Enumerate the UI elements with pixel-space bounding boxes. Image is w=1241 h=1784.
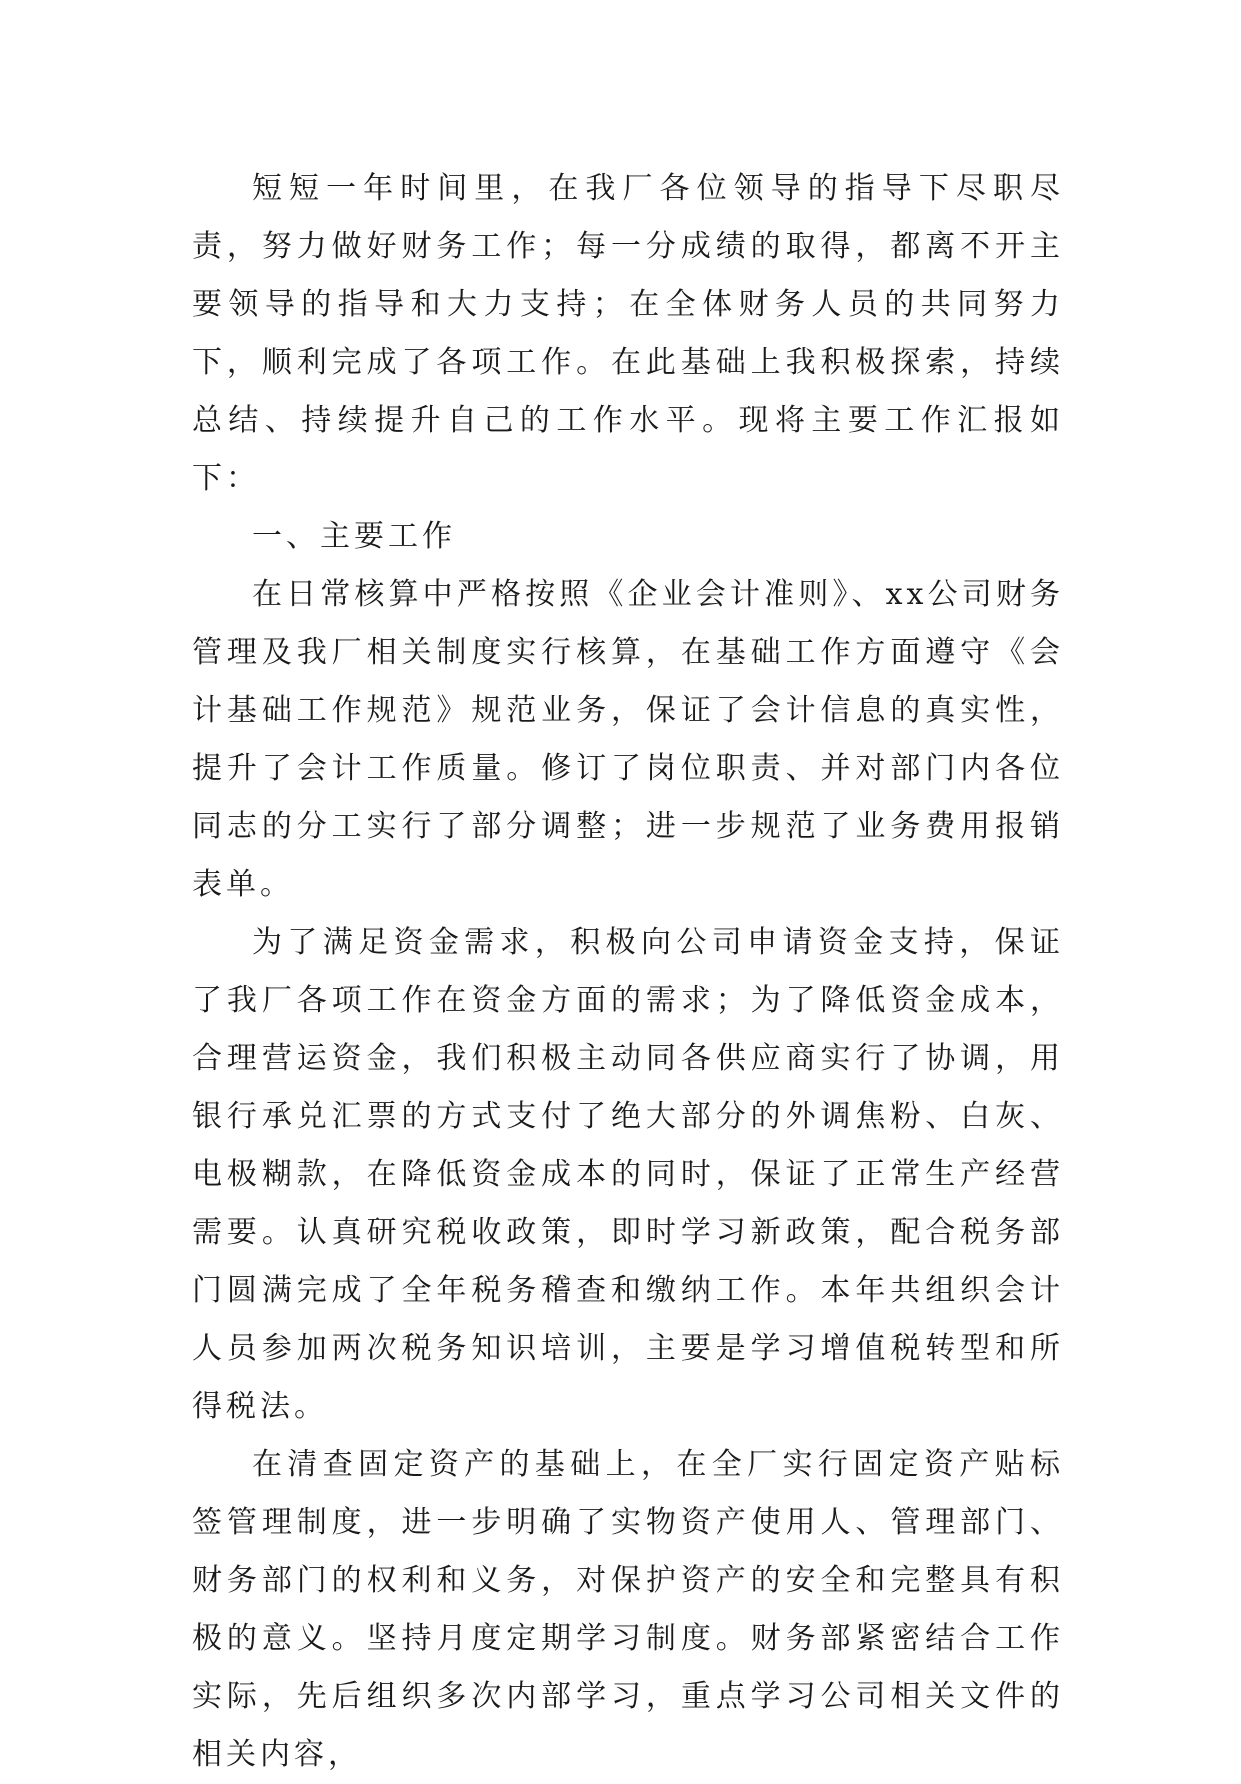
document-body	[192, 160, 1064, 1784]
paragraph-fixed-assets: 在清查固定资产的基础上，在全厂实行固定资产贴标签管理制度，进一步明确了实物资产使用人、管理部门、财务部门的权利和义务，对保护资产的安全和完整具有积极的意义。坚持月度定期学习制度。财务部紧密结合工作实际，先后组织多次内部学习，重点学习公司相关文件的相关内容，	[192, 1447, 1064, 1772]
paragraph-funding: 为了满足资金需求，积极向公司申请资金支持，保证了我厂各项工作在资金方面的需求；为了降低资金成本，合理营运资金，我们积极主动同各供应商实行了协调，用银行承兑汇票的方式支付了绝大部分的外调焦粉、白灰、电极糊款，在降低资金成本的同时，保证了正常生产经营需要。认真研究税收政策，即时学习新政策，配合税务部门圆满完成了全年税务稽查和缴纳工作。本年共组织会计人员参加两次税务知识培训，主要是学习增值税转型和所得税法。	[192, 925, 1064, 1424]
paragraph-intro: 短短一年时间里，在我厂各位领导的指导下尽职尽责，努力做好财务工作；每一分成绩的取得，都离不开主要领导的指导和大力支持；在全体财务人员的共同努力下，顺利完成了各项工作。在此基础上我积极探索，持续总结、持续提升自己的工作水平。现将主要工作汇报如下：	[192, 171, 1064, 496]
paragraph-accounting: 在日常核算中严格按照《企业会计准则》、xx公司财务管理及我厂相关制度实行核算，在基础工作方面遵守《会计基础工作规范》规范业务，保证了会计信息的真实性，提升了会计工作质量。修订了岗位职责、并对部门内各位同志的分工实行了部分调整；进一步规范了业务费用报销表单。	[192, 577, 1064, 902]
section-heading-main-work: 一、主要工作	[252, 519, 456, 554]
